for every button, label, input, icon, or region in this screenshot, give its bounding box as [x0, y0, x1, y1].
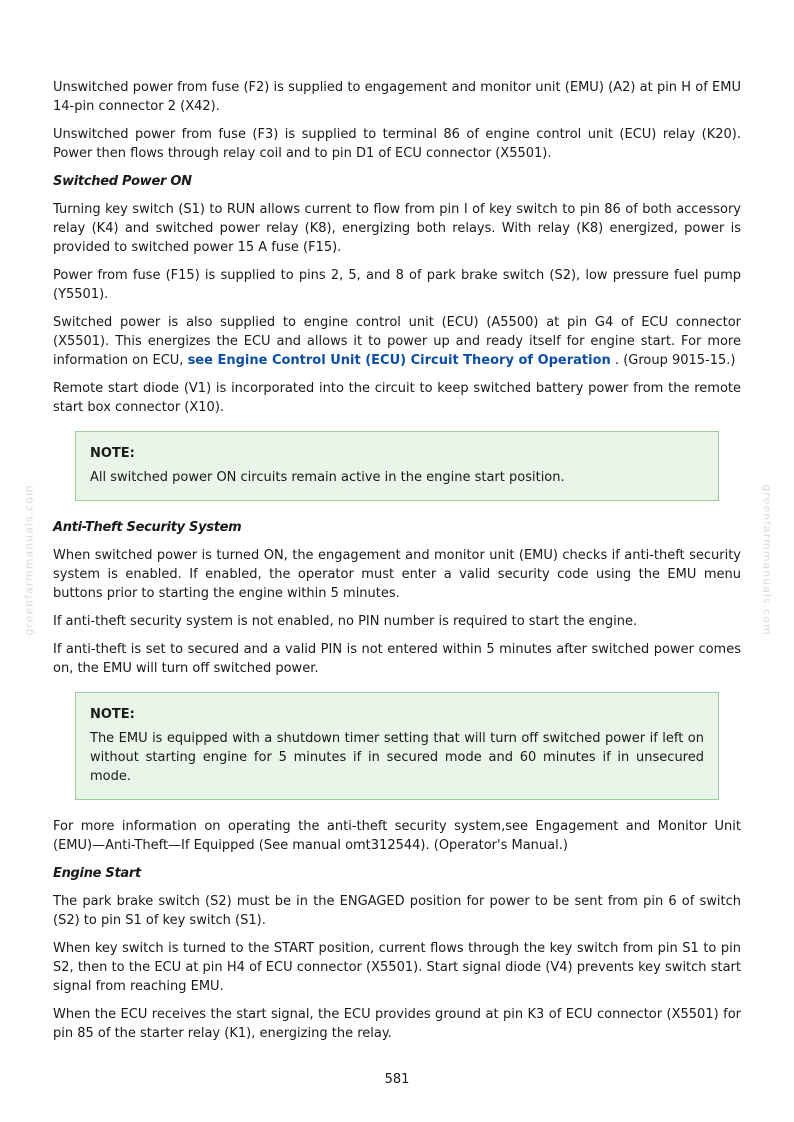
paragraph-fuse-f15: Power from fuse (F15) is supplied to pins 2, 5, and 8 of park brake switch (S2), low pressure fuel pump (Y5501). — [53, 268, 741, 302]
note-text: All switched power ON circuits remain active in the engine start position. — [90, 470, 565, 485]
section-heading-engine-start: Engine Start — [53, 866, 141, 881]
note-text: The EMU is equipped with a shutdown timer setting that will turn off switched power if left on without starting engine for 5 minutes if in secured mode and 60 minutes if in unsecured mode. — [90, 731, 704, 784]
watermark-right: greenfarmmanuals.com — [760, 484, 774, 636]
paragraph-fuse-f3: Unswitched power from fuse (F3) is supplied to terminal 86 of engine control unit (ECU) relay (K20). Power then flows through relay coil and to pin D1 of ECU connector (X5501). — [53, 127, 741, 161]
paragraph-key-switch-run: Turning key switch (S1) to RUN allows current to flow from pin I of key switch to pin 86 of both accessory relay (K4) and switched power relay (K8), energizing both relays. With relay (K8) energized, power is provided to switched power 15 A fuse (F15). — [53, 202, 741, 255]
section-heading-switched-power: Switched Power ON — [53, 174, 192, 189]
paragraph-operators-manual-ref: For more information on operating the anti-theft security system,see Engagement and Monitor Unit (EMU)—Anti-Theft—If Equipped (See manual omt312544). (Operator's Manual.) — [53, 819, 741, 853]
document-body — [53, 78, 741, 1052]
paragraph-fuse-f2: Unswitched power from fuse (F2) is supplied to engagement and monitor unit (EMU) (A2) at pin H of EMU 14-pin connector 2 (X42). — [53, 80, 741, 114]
paragraph-anti-theft-check: When switched power is turned ON, the engagement and monitor unit (EMU) checks if anti-theft security system is enabled. If enabled, the operator must enter a valid security code using the EMU menu buttons prior to starting the engine within 5 minutes. — [53, 548, 741, 601]
note-title: NOTE: — [90, 446, 135, 461]
watermark-left: greenfarmmanuals.com — [22, 484, 36, 636]
note-title: NOTE: — [90, 707, 135, 722]
page-number: 581 — [384, 1072, 410, 1087]
paragraph-remote-start-diode: Remote start diode (V1) is incorporated into the circuit to keep switched battery power from the remote start box connector (X10). — [53, 381, 741, 415]
ecu-text-pre: Switched power is also supplied to engine control unit (ECU) (A5500) at pin G4 of ECU connector (X5501). This energizes the ECU and allows it to power up and ready itself for engine start. For more information on ECU, — [53, 315, 741, 368]
note-box-shutdown-timer — [75, 692, 719, 800]
ecu-circuit-theory-link[interactable]: see Engine Control Unit (ECU) Circuit Theory of Operation — [187, 353, 611, 368]
paragraph-ecu-power — [53, 313, 741, 370]
paragraph-anti-theft-secured: If anti-theft is set to secured and a valid PIN is not entered within 5 minutes after switched power comes on, the EMU will turn off switched power. — [53, 642, 741, 676]
ecu-text-post: . (Group 9015-15.) — [610, 353, 736, 368]
paragraph-park-brake: The park brake switch (S2) must be in the ENGAGED position for power to be sent from pin 6 of switch (S2) to pin S1 of key switch (S1). — [53, 894, 741, 928]
paragraph-starter-relay: When the ECU receives the start signal, the ECU provides ground at pin K3 of ECU connector (X5501) for pin 85 of the starter relay (K1), energizing the relay. — [53, 1007, 741, 1041]
paragraph-key-switch-start: When key switch is turned to the START position, current flows through the key switch from pin S1 to pin S2, then to the ECU at pin H4 of ECU connector (X5501). Start signal diode (V4) prevents key switch start signal from reaching EMU. — [53, 941, 741, 994]
paragraph-anti-theft-disabled: If anti-theft security system is not enabled, no PIN number is required to start the engine. — [53, 614, 638, 629]
section-heading-anti-theft: Anti-Theft Security System — [53, 520, 242, 535]
note-box-switched-power — [75, 431, 719, 501]
